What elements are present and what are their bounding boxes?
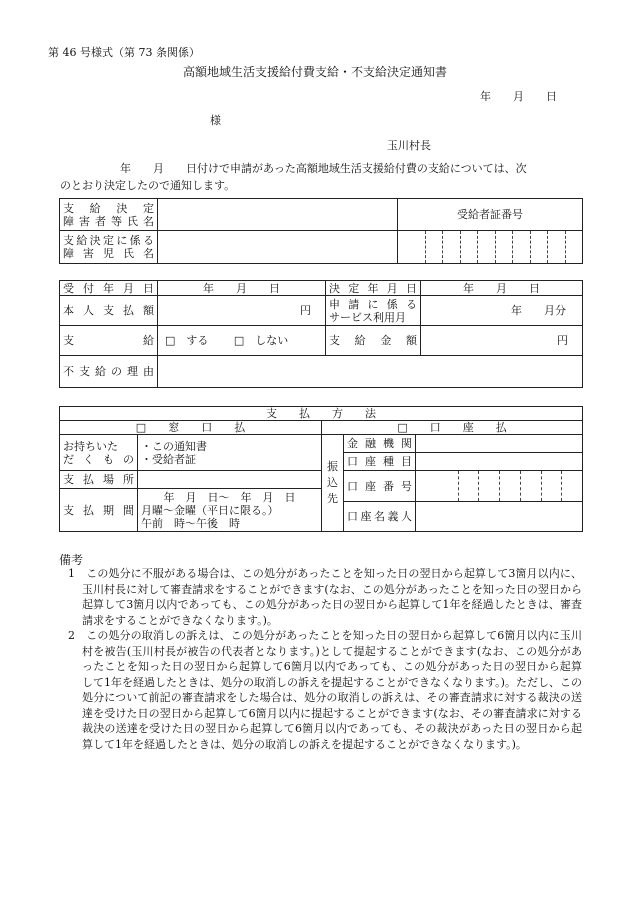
bank-label: 金融機関: [344, 435, 416, 453]
child-label-1: 支給決定に係る: [63, 234, 154, 247]
payment-place-label: 支払場所: [60, 471, 138, 489]
recipient-number-field[interactable]: [398, 231, 583, 264]
payment-choice-cell: [158, 326, 326, 356]
payment-amount-field[interactable]: 円: [421, 326, 583, 356]
payment-method-table: [59, 406, 583, 532]
intro-text-line2: のとおり決定したので通知します。: [60, 179, 236, 192]
payment-method-header: 支 払 方 法: [60, 407, 583, 421]
bank-field[interactable]: [416, 435, 583, 453]
recipient-table: [59, 198, 583, 264]
nonpayment-reason-label: 不支給の理由: [60, 356, 158, 388]
nonpayment-reason-field[interactable]: [158, 356, 583, 388]
payment-period-hours: 午前 時～午後 時: [141, 516, 240, 530]
decision-person-label-2: 障害者等氏名: [63, 214, 154, 228]
receipt-date-label: 受付年月日: [60, 281, 158, 296]
issuer-name: 玉川村長: [387, 139, 431, 152]
service-month-label-1: 申請に係る: [329, 297, 417, 311]
payment-yes-checkbox[interactable]: □ する: [165, 334, 209, 347]
bring-item-notice: ・この通知書: [141, 439, 207, 453]
payment-period-days: 月曜～金曜（平日に限る。）: [141, 503, 279, 517]
bring-items-label-cell: [60, 435, 138, 471]
account-number-field[interactable]: [416, 471, 583, 502]
notes-heading: 備考: [59, 553, 84, 567]
payment-period-dates: 年 月 日～ 年 月 日: [163, 490, 296, 504]
payment-amount-label: 支給金額: [326, 326, 421, 356]
payment-no-checkbox[interactable]: □ しない: [233, 334, 289, 347]
note-2: 2 この処分の取消しの訴えは、この処分があったことを知った日の翌日から起算して6箇月以内に玉川村を被告(玉川村長が被告の代表者となります。)として提起することができます(なお、この処分があったことを知った日の翌日から起算して6箇月以内であっても、この処分があった日の翌日から起算して1年を経過したときは、処分の取消しの訴えを提起することができなくなります。)。ただし、この処分について前記の審査請求をした場合は、処分の取消しの訴えは、その審査請求に対する裁決の送達を受けた日の翌日から起算して6箇月以内に提起することができます(なお、その審査請求に対する裁決の送達を受けた日の翌日から起算して6箇月以内であっても、その裁決があった日の翌日から起算して1年を経過したときは、処分の取消しの訴えを提起することができなくなります。)。: [68, 629, 582, 751]
note-1: 1 この処分に不服がある場合は、この処分があったことを知った日の翌日から起算して3箇月以内に、玉川村長に対して審査請求をすることができます(なお、この処分があったことを知った日の翌日から起算して3箇月以内であっても、この処分があった日の翌日から起算して1年を経過したときは、審査請求をすることができなくなります。)。: [68, 567, 582, 627]
transfer-label: 振込先: [322, 435, 344, 532]
child-name-field[interactable]: [158, 231, 398, 264]
payment-period-cell: [138, 489, 322, 532]
account-number-label: 口座番号: [344, 471, 416, 502]
payment-label: 支給: [60, 326, 158, 356]
self-payment-label: 本人支払額: [60, 296, 158, 326]
bring-items-label-2: だくもの: [63, 452, 134, 466]
service-month-label-2: サービス利用月: [329, 310, 406, 324]
service-month-label-cell: [326, 296, 421, 326]
account-holder-field[interactable]: [416, 502, 583, 532]
account-holder-label: 口座名義人: [344, 502, 416, 532]
recipient-number-label: 受給者証番号: [398, 199, 583, 231]
notice-date: 年 月 日: [480, 90, 557, 103]
bring-items-label-1: お持ちいた: [63, 439, 118, 453]
payment-place-field[interactable]: [138, 471, 322, 489]
addressee-suffix: 様: [210, 114, 221, 127]
intro-text-line1: 年 月 日付けで申請があった高額地域生活支援給付費の支給については、次: [120, 162, 527, 175]
service-month-field[interactable]: 年 月分: [421, 296, 583, 326]
decision-table: [59, 280, 583, 388]
document-title: 高額地域生活支援給付費支給・不支給決定通知書: [182, 65, 447, 79]
decision-date-label: 決定年月日: [326, 281, 421, 296]
counter-payment-option[interactable]: □ 窓 口 払: [60, 421, 322, 435]
self-payment-field[interactable]: 円: [158, 296, 326, 326]
account-type-label: 口座種目: [344, 453, 416, 471]
decision-date-field[interactable]: 年 月 日: [421, 281, 583, 296]
decision-person-label-1: 支給決定: [63, 201, 154, 215]
decision-person-name-field[interactable]: [158, 199, 398, 231]
child-label-cell: [60, 231, 158, 264]
bring-item-certificate: ・受給者証: [141, 452, 196, 466]
payment-period-label: 支払期間: [60, 489, 138, 532]
receipt-date-field[interactable]: 年 月 日: [158, 281, 326, 296]
child-label-2: 障害児氏名: [63, 247, 154, 260]
decision-person-label-cell: [60, 199, 158, 231]
account-type-field[interactable]: [416, 453, 583, 471]
bring-items-list: [138, 435, 322, 471]
account-payment-option[interactable]: □ 口 座 払: [322, 421, 583, 435]
form-number: 第 46 号様式（第 73 条関係）: [48, 46, 200, 59]
notes-body: [68, 566, 582, 752]
